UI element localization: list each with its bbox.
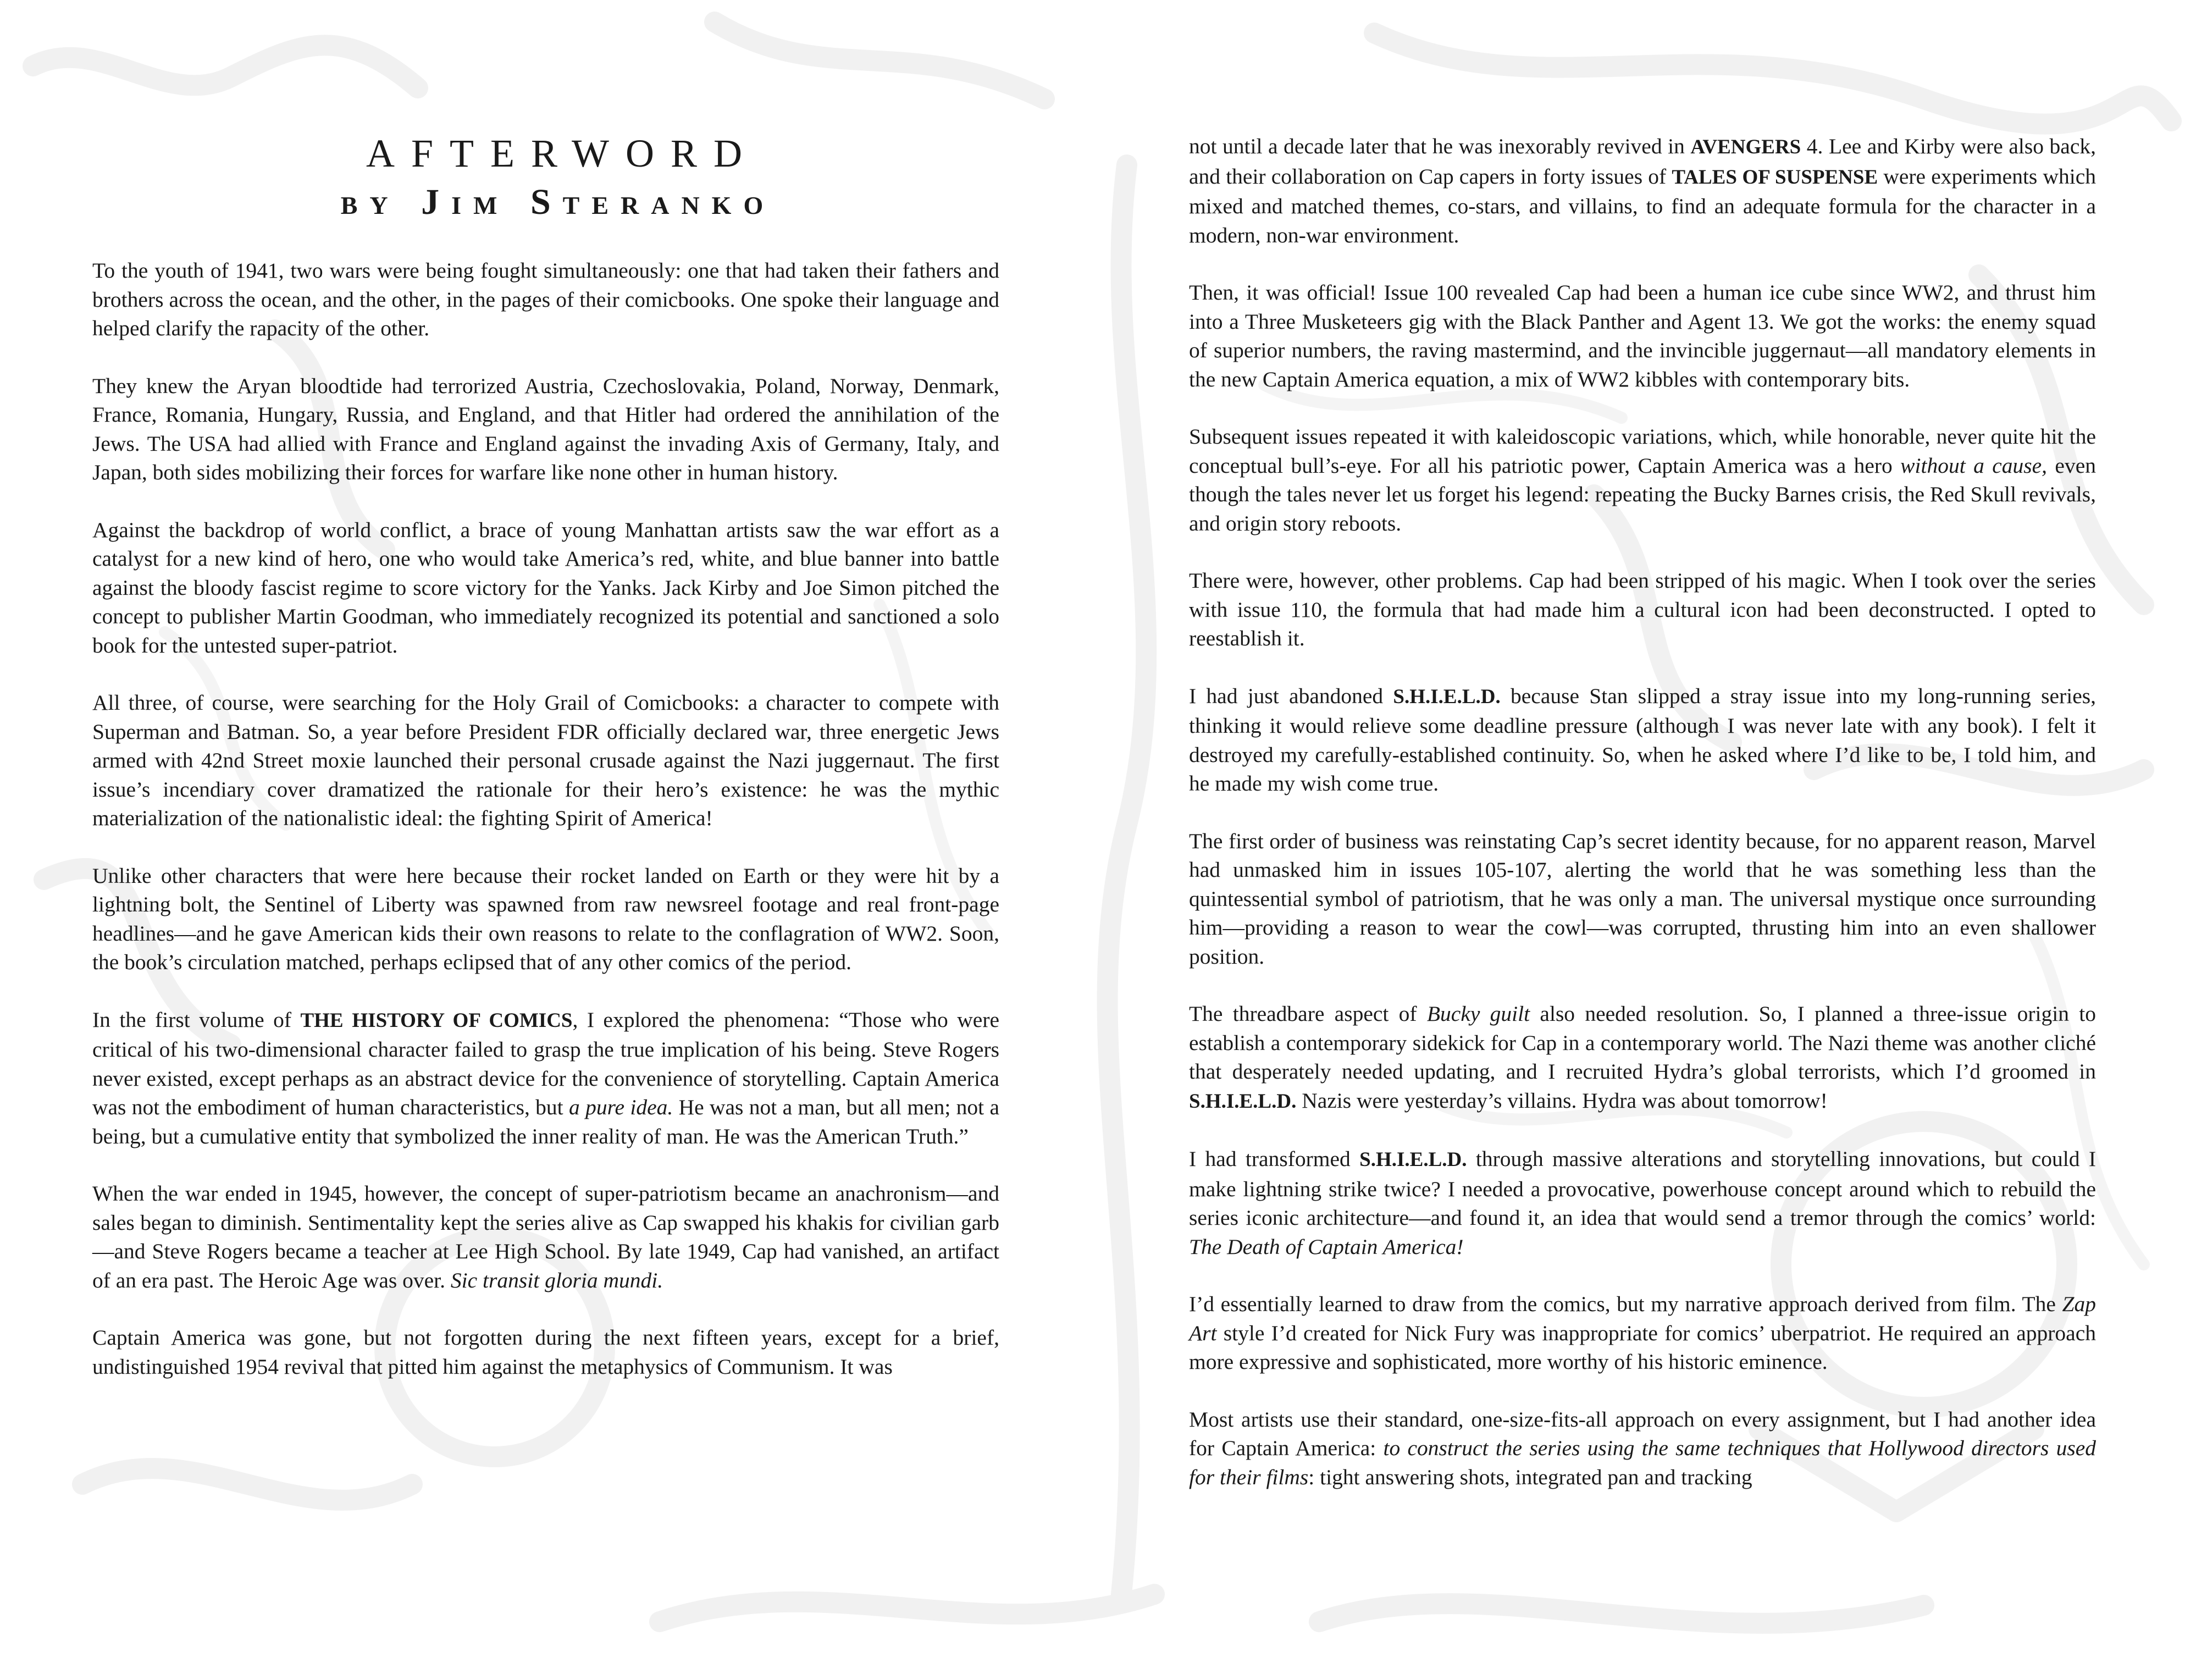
italic-text: to construct the series using the same techniques that Hollywood directors used for their films [1189, 1436, 2096, 1489]
paragraph: There were, however, other problems. Cap had been stripped of his magic. When I took over the series with issue 110, the formula that had made him a cultural icon had been deconstructed. I opted to reestablish it. [1189, 568, 2096, 650]
right-text-column [1189, 132, 2096, 1520]
text-run: Nazis were yesterday’s villains. Hydra was about tomorrow! [1296, 1088, 1828, 1113]
text-run: Subsequent issues repeated it with kaleidoscopic variations, which, while honorable, never quite hit the conceptual bull’s-eye. For all his patriotic power, Captain America was a hero [1189, 424, 2096, 478]
italic-text: Bucky guilt [1426, 1002, 1530, 1026]
text-run: style I’d created for Nick Fury was inappropriate for comics’ uberpatriot. He required an approach more expressive and sophisticated, more worthy of his historic eminence. [1189, 1320, 2096, 1374]
text-run: I had transformed [1189, 1147, 1360, 1171]
text-run: I had just abandoned [1189, 683, 1393, 708]
italic-text: a pure idea. [569, 1095, 673, 1119]
paragraph: The first order of business was reinstating Cap’s secret identity because, for no apparent reason, Marvel had unmasked him in issues 105-107, alerting the world that he was something less than the quintessential symbol of patriotism, that he was only a man. The universal mystique once surrounding him—providing a reason to wear the cowl—was corrupted, thrusting him into an even shallower position. [1189, 828, 2096, 969]
paragraph [1189, 1290, 2096, 1377]
paragraph: To the youth of 1941, two wars were being fought simultaneously: one that had taken their fathers and brothers across the ocean, and the other, in the pages of their comicbooks. One spoke their language and helped clarify the rapacity of the other. [92, 258, 999, 340]
book-title: S.H.I.E.L.D. [1359, 1148, 1467, 1171]
italic-text: without a cause, [1900, 453, 2048, 478]
paragraph [1189, 422, 2096, 538]
text-run: He was not a man, but all men; not a being, but a cumulative entity that symbolized the inner reality of man. He was the American Truth.” [92, 1095, 999, 1148]
paragraph: Against the backdrop of world conflict, a brace of young Manhattan artists saw the war effort as a catalyst for a new kind of hero, one who would take America’s red, white, and blue banner into battle against the bloody fascist regime to score victory for the Yanks. Jack Kirby and Joe Simon pitched the concept to publisher Martin Goodman, who immediately recognized its potential and sanctioned a solo book for the untested super-patriot. [92, 517, 999, 657]
paragraph [1189, 132, 2096, 250]
book-title: THE HISTORY OF COMICS [300, 1009, 573, 1032]
paragraph [92, 1179, 999, 1295]
book-title: TALES OF SUSPENSE [1672, 165, 1878, 189]
italic-text: Sic transit gloria mundi. [450, 1268, 663, 1292]
paragraph: Then, it was official! Issue 100 revealed Cap had been a human ice cube since WW2, and thrust him into a Three Musketeers gig with the Black Panther and Agent 13. We got the works: the enemy squad of superior numbers, the raving mastermind, and the invincible juggernaut—all mandatory elements in the new Captain America equation, a mix of WW2 kibbles with contemporary bits. [1189, 280, 2096, 391]
paragraph [1189, 1145, 2096, 1261]
author-byline: by Jim Steranko [340, 182, 776, 222]
page-title: AFTERWORD [366, 131, 759, 175]
paragraph: Captain America was gone, but not forgotten during the next fifteen years, except for a brief, undistinguished 1954 revival that pitted him against the metaphysics of Communism. It was [92, 1325, 999, 1379]
text-run: even though the tales never let us forget his legend: repeating the Bucky Barnes crisis, the Red Skull revivals, and origin story reboots. [1189, 453, 2096, 535]
text-run: Most artists use their standard, one-size-fits-all approach on every assignment, but I had another idea for Captain America: [1189, 1407, 2096, 1460]
text-run: through massive alterations and storytelling innovations, but could I make lightning strike twice? I needed a provocative, powerhouse concept around which to rebuild the series iconic architecture—and found it, an idea that would send a tremor through the comics’ world: [1189, 1147, 2096, 1230]
paragraph [1189, 999, 2096, 1116]
text-run: , I explored the phenomena: “Those who were critical of his two-dimensional character failed to grasp the true implication of his being. Steve Rogers never existed, except perhaps as an abstract device for the convenience of storytelling. Captain America was not the embodiment of human characteristics, but [92, 1007, 1000, 1119]
paragraph: They knew the Aryan bloodtide had terrorized Austria, Czechoslovakia, Poland, Norway, Denmark, France, Romania, Hungary, Russia, and England, and that Hitler had ordered the annihilation of the Jews. The USA had allied with France and England against the invading Axis of Germany, Italy, and Japan, both sides mobilizing their forces for warfare like none other in human history. [92, 373, 999, 484]
book-title: S.H.I.E.L.D. [1189, 1090, 1297, 1113]
text-run: because Stan slipped a stray issue into my long-running series, thinking it would relieve some deadline pressure (although I was never late with any book). I felt it destroyed my carefully-established continuity. So, when he asked where I’d like to be, I told him, and he made my wish come true. [1189, 683, 2096, 795]
paragraph: All three, of course, were searching for the Holy Grail of Comicbooks: a character to compete with Superman and Batman. So, a year before President FDR officially declared war, three energetic Jews armed with 42nd Street moxie launched their personal crusade against the Nazi juggernaut. The first issue’s incendiary cover dramatized the rationale for their hero’s existence: he was the mythic materialization of the nationalistic ideal: the fighting Spirit of America! [92, 690, 999, 830]
book-title: AVENGERS [1690, 136, 1801, 158]
book-title: S.H.I.E.L.D. [1393, 685, 1501, 708]
text-run: also needed resolution. So, I planned a three-issue origin to establish a contemporary sidekick for Cap in a contemporary world. The Nazi theme was another cliché that desperately needed updating, and I recruited Hydra’s global terrorists, which I’d groomed in [1189, 1002, 2097, 1084]
paragraph [92, 1005, 999, 1151]
paragraph [1189, 682, 2096, 798]
italic-text: The Death of Captain America! [1189, 1234, 1464, 1259]
paragraph: Unlike other characters that were here because their rocket landed on Earth or they were hit by a lightning bolt, the Sentinel of Liberty was spawned from raw newsreel footage and real front-page headlines—and he gave American kids their own reasons to relate to the conflagration of WW2. Soon, the book’s circulation matched, perhaps eclipsed that of any other comics of the period. [92, 863, 999, 974]
text-run: 4. Lee and Kirby were also back, and their collaboration on Cap capers in forty issues of [1189, 134, 2096, 189]
text-run: not until a decade later that he was inexorably revived in [1189, 134, 1691, 158]
text-run: : tight answering shots, integrated pan and tracking [1308, 1465, 1752, 1489]
text-run: were experiments which mixed and matched themes, co-stars, and villains, to find an adequate formula for the character in a modern, non-war environment. [1189, 164, 2096, 247]
italic-text: Zap Art [1189, 1292, 2096, 1345]
text-run: When the war ended in 1945, however, the concept of super-patriotism became an anachronism—and sales began to diminish. Sentimentality kept the series alive as Cap swapped his khakis for civilian garb—and Steve Rogers became a teacher at Lee High School. By late 1949, Cap had vanished, an artifact of an era past. The Heroic Age was over. [92, 1181, 999, 1292]
text-run: In the first volume of [92, 1007, 301, 1032]
text-run: I’d essentially learned to draw from the comics, but my narrative approach derived from film. The [1189, 1292, 2062, 1316]
left-text-column [92, 256, 999, 1410]
paragraph [1189, 1405, 2096, 1492]
text-run: The threadbare aspect of [1189, 1002, 1427, 1026]
